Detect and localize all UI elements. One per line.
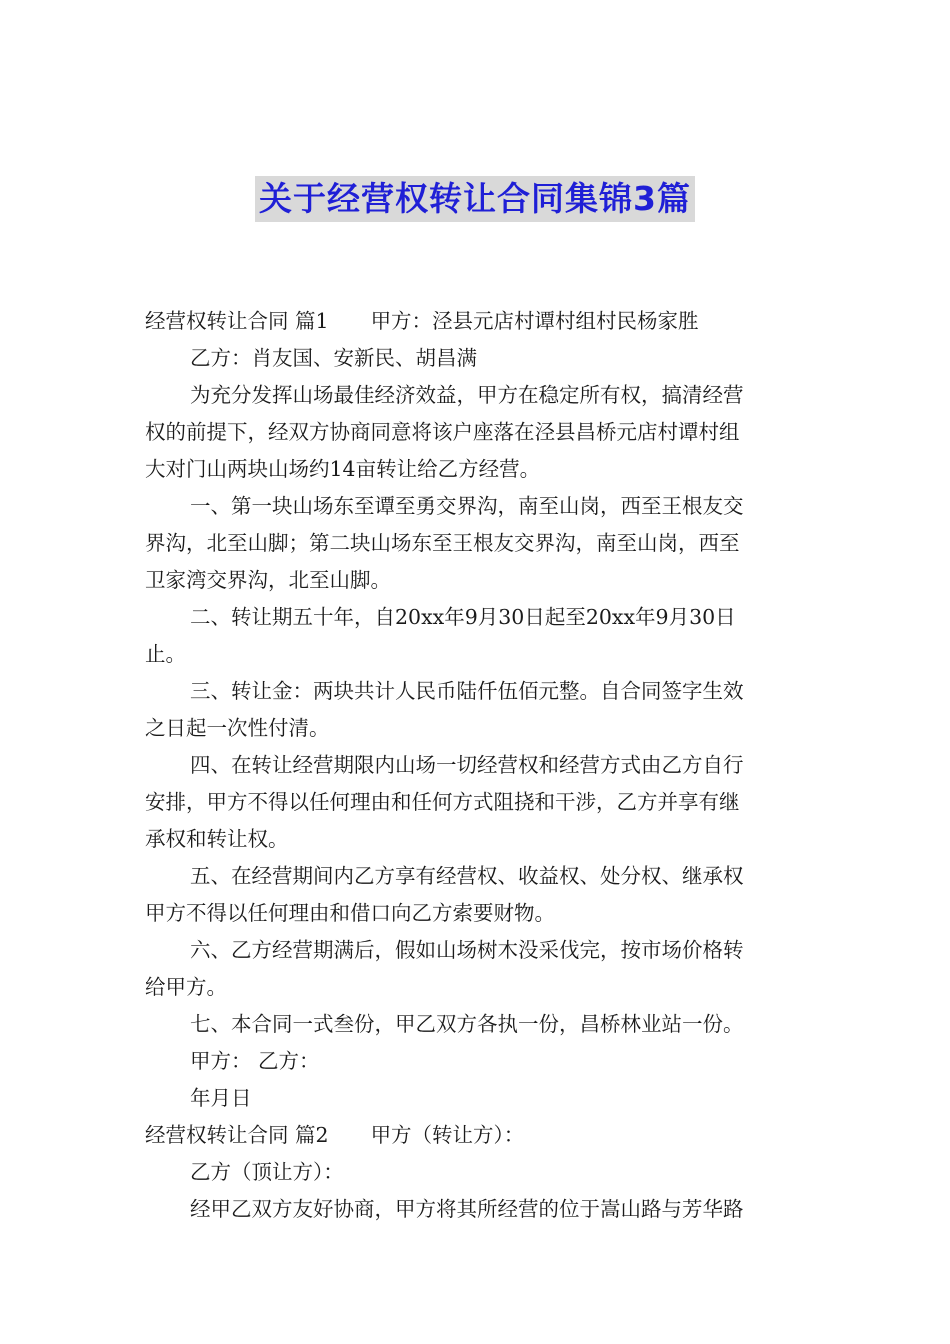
- clause-5-line-1: 五、在经营期间内乙方享有经营权、收益权、处分权、继承权: [190, 864, 744, 888]
- party-b-line-1: 乙方：肖友国、安新民、胡昌满: [190, 346, 477, 370]
- clause-2-line-1: 二、转让期五十年，自20xx年9月30日起至20xx年9月30日: [190, 605, 736, 629]
- title-container: [0, 176, 950, 222]
- signature-line: 甲方： 乙方：: [190, 1049, 320, 1073]
- clause-7-line-1: 七、本合同一式叁份，甲乙双方各执一份，昌桥林业站一份。: [190, 1012, 744, 1036]
- clause-6-line-1: 六、乙方经营期满后，假如山场树木没采伐完，按市场价格转: [190, 938, 744, 962]
- date-line: 年月日: [190, 1086, 252, 1110]
- paragraph-intro-line-2: 权的前提下，经双方协商同意将该户座落在泾县昌桥元店村谭村组: [145, 420, 740, 444]
- document-title: 关于经营权转让合同集锦3篇: [255, 176, 695, 222]
- party-a-line-2: 甲方（转让方）：: [370, 1123, 525, 1147]
- clause-3-line-2: 之日起一次性付清。: [145, 716, 330, 740]
- clause-6-line-2: 给甲方。: [145, 975, 227, 999]
- clause-3-line-1: 三、转让金：两块共计人民币陆仟伍佰元整。自合同签字生效: [190, 679, 744, 703]
- section-title-2: 经营权转让合同 篇2: [145, 1123, 329, 1147]
- clause-4-line-1: 四、在转让经营期限内山场一切经营权和经营方式由乙方自行: [190, 753, 744, 777]
- clause-1-line-2: 界沟，北至山脚；第二块山场东至王根友交界沟，南至山岗，西至: [145, 531, 740, 555]
- clause-5-line-2: 甲方不得以任何理由和借口向乙方索要财物。: [145, 901, 555, 925]
- section-header-2: [145, 1117, 807, 1154]
- party-a-line-1: 甲方：泾县元店村谭村组村民杨家胜: [370, 309, 699, 333]
- party-b-line-2: 乙方（顶让方）：: [190, 1160, 344, 1184]
- section-header-1: [145, 303, 807, 340]
- clause-1-line-3: 卫家湾交界沟，北至山脚。: [145, 568, 391, 592]
- paragraph-2-line-1: 经甲乙双方友好协商，甲方将其所经营的位于嵩山路与芳华路: [190, 1197, 744, 1221]
- paragraph-intro-line-3: 大对门山两块山场约14亩转让给乙方经营。: [145, 457, 541, 481]
- document-body: [145, 303, 807, 1228]
- clause-1-line-1: 一、第一块山场东至谭至勇交界沟，南至山岗，西至王根友交: [190, 494, 744, 518]
- clause-2-line-2: 止。: [145, 642, 186, 666]
- clause-4-line-2: 安排，甲方不得以任何理由和任何方式阻挠和干涉，乙方并享有继: [145, 790, 740, 814]
- clause-4-line-3: 承权和转让权。: [145, 827, 289, 851]
- section-title-1: 经营权转让合同 篇1: [145, 309, 329, 333]
- paragraph-intro-line-1: 为充分发挥山场最佳经济效益，甲方在稳定所有权，搞清经营: [190, 383, 744, 407]
